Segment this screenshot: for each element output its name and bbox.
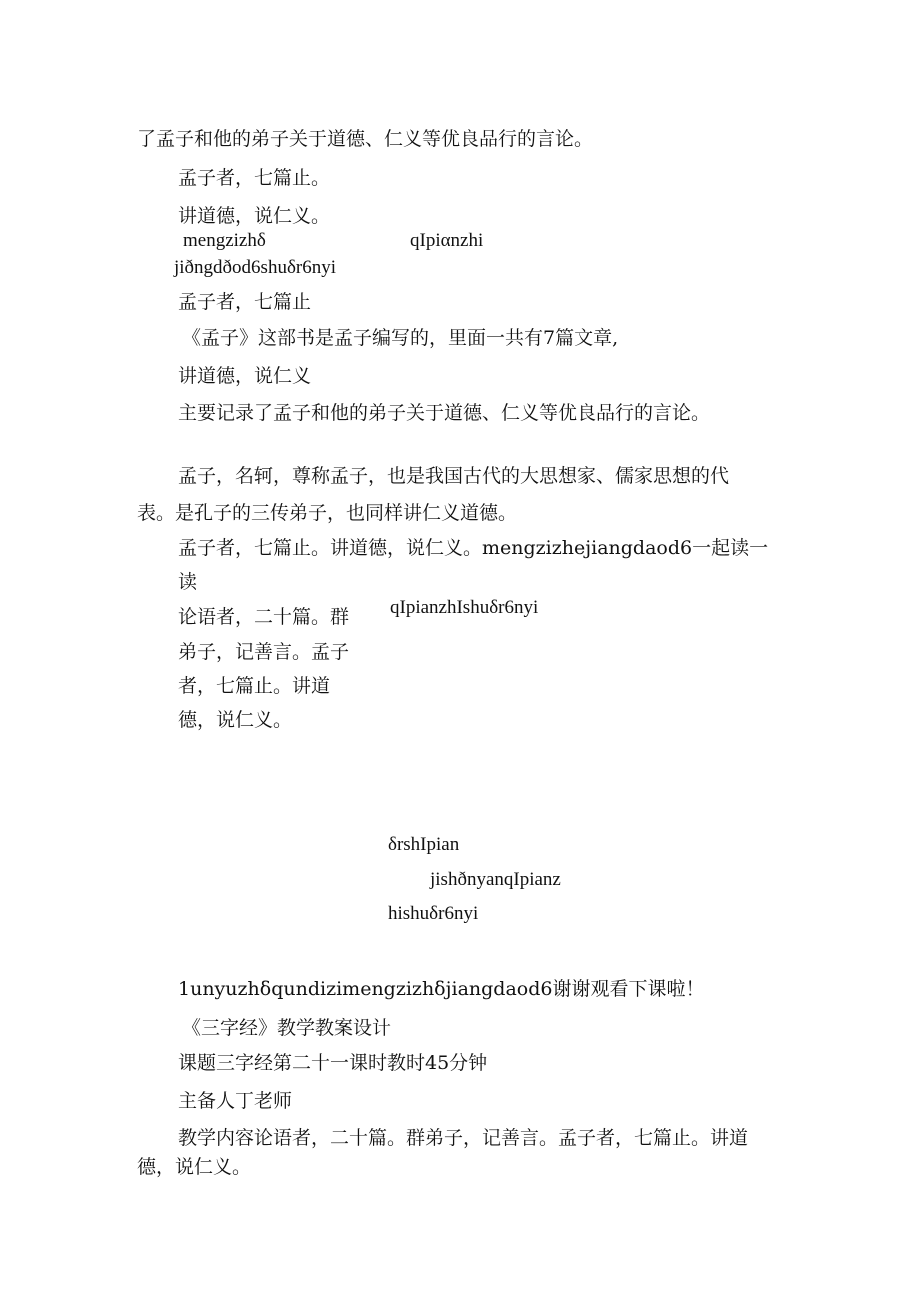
text-line: 课题三字经第二十一课时教时45分钟 bbox=[178, 1052, 488, 1074]
pinyin-line: δrshIpian bbox=[388, 834, 460, 855]
text-line: 了孟子和他的弟子关于道德、仁义等优良品行的言论。 bbox=[137, 128, 594, 150]
text-line: 者，七篇止。讲道 bbox=[178, 675, 331, 697]
text-line: 教学内容论语者，二十篇。群弟子，记善言。孟子者，七篇止。讲道 bbox=[178, 1127, 749, 1149]
text-line: 1unyuzhδqundizimengzizhδjiangdaod6谢谢观看下课啦！ bbox=[178, 978, 705, 1000]
pinyin-line: qIpiαnzhi bbox=[410, 230, 484, 251]
pinyin-line: jiðngdðod6shuδr6nyi bbox=[174, 257, 337, 278]
pinyin-line: jishðnyanqIpianz bbox=[430, 869, 561, 890]
text-line: 孟子者，七篇止。讲道德，说仁义。mengzizhejiangdaod6一起读一 bbox=[178, 537, 769, 559]
pinyin-line: mengzizhδ bbox=[183, 230, 266, 251]
text-line: 《孟子》这部书是孟子编写的，里面一共有7篇文章, bbox=[182, 327, 619, 349]
text-line: 讲道德，说仁义。 bbox=[178, 205, 331, 227]
text-line: 《三字经》教学教案设计 bbox=[182, 1017, 392, 1039]
text-line: 德，说仁义。 bbox=[137, 1156, 252, 1178]
text-line: 孟子者，七篇止。 bbox=[178, 167, 331, 189]
text-line: 主要记录了孟子和他的弟子关于道德、仁义等优良品行的言论。 bbox=[178, 402, 711, 424]
text-line: 讲道德，说仁义 bbox=[178, 365, 312, 387]
pinyin-line: hishuδr6nyi bbox=[388, 903, 479, 924]
pinyin-line: qIpianzhIshuδr6nyi bbox=[390, 597, 539, 618]
text-line: 论语者，二十篇。群 bbox=[178, 606, 350, 628]
text-line: 主备人丁老师 bbox=[178, 1090, 293, 1112]
text-line: 德，说仁义。 bbox=[178, 709, 293, 731]
text-line: 表。是孔子的三传弟子，也同样讲仁义道德。 bbox=[137, 502, 518, 524]
text-line: 读 bbox=[178, 571, 198, 593]
text-line: 孟子者，七篇止 bbox=[178, 291, 312, 313]
text-line: 孟子，名轲，尊称孟子，也是我国古代的大思想家、儒家思想的代 bbox=[178, 465, 730, 487]
text-line: 弟子，记善言。孟子 bbox=[178, 641, 350, 663]
